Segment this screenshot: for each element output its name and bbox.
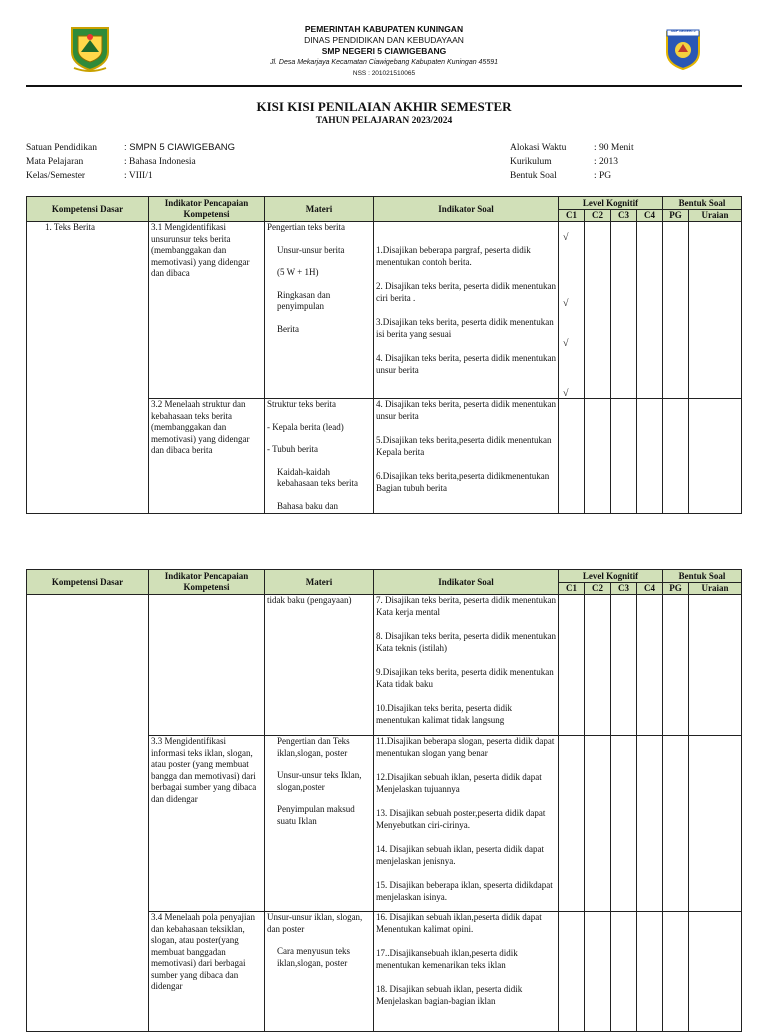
meta-row: Mata Pelajaran : Bahasa Indonesia (26, 157, 196, 167)
check-mark: √ (563, 338, 569, 349)
meta-row: Alokasi Waktu : 90 Menit (510, 143, 634, 153)
indikator-cell: 1.Disajikan beberapa pargraf, peserta didik menentukan contoh berita. 2. Disajikan teks berita, peserta didik menentukan ciri berita . 3.Disajikan teks berita, peserta didik menentukan isi berita yang sesuai 4. Disajikan teks berita, peserta didik menentukan unsur berita (374, 222, 559, 399)
materi-cell: tidak baku (pengayaan) (265, 595, 374, 736)
meta-row: Kurikulum : 2013 (510, 157, 619, 167)
c3-cell (611, 912, 637, 1032)
materi-cell: Pengertian teks berita Unsur-unsur berita (5 W + 1H) Ringkasan dan penyimpulan Berita (265, 222, 374, 399)
c1-cell (559, 399, 585, 514)
header-uraian: Uraian (689, 583, 742, 595)
header-nss: NSS : 201021510065 (352, 70, 416, 77)
header-c3: C3 (611, 583, 637, 595)
indikator-cell: 4. Disajikan teks berita, peserta didik menentukan unsur berita 5.Disajikan teks berita,peserta didik menentukan Kepala berita 6.Disajikan teks berita,peserta didikmenentukan Bagian tubuh berita (374, 399, 559, 514)
header-materi: Materi (265, 570, 374, 595)
table-row (27, 595, 742, 736)
header-bentuk: Bentuk Soal (663, 197, 742, 210)
c2-cell (585, 912, 611, 1032)
table-row (27, 222, 742, 399)
document-subtitle: TAHUN PELAJARAN 2023/2024 (315, 116, 453, 126)
ipk-cell: 3.3 Mengidentifikasi informasi teks iklan, slogan, atau poster (yang membuat bangga dan memotivasi) dari berbagai sumber yang dibaca dan didengar (149, 736, 265, 912)
materi-cell: Unsur-unsur iklan, slogan, dan poster Cara menyusun teks iklan,slogan, poster (265, 912, 374, 1032)
header-materi: Materi (265, 197, 374, 222)
c2-cell (585, 595, 611, 736)
header-government: PEMERINTAH KABUPATEN KUNINGAN (304, 24, 464, 34)
kd-cell (27, 595, 149, 1032)
header-ipk: Indikator Pencapaian Kompetensi (149, 570, 265, 595)
c3-cell (611, 222, 637, 399)
c1-cell (559, 595, 585, 736)
header-c1: C1 (559, 583, 585, 595)
header-school: SMP NEGERI 5 CIAWIGEBANG (321, 46, 447, 56)
document-title: KISI KISI PENILAIAN AKHIR SEMESTER (256, 99, 512, 114)
uraian-cell (689, 399, 742, 514)
uraian-cell (689, 222, 742, 399)
c3-cell (611, 736, 637, 912)
meta-row: Bentuk Soal : PG (510, 171, 612, 181)
check-mark: √ (563, 388, 569, 399)
indikator-cell: 11.Disajikan beberapa slogan, peserta didik dapat menentukan slogan yang benar 12.Disajikan sebuah iklan, peserta didik dapat Menjelaskan tujuannya 13. Disajikan sebuah poster,peserta didik dapat Menyebutkan ciri-cirinya. 14. Disajikan sebuah iklan, peserta didik dapat menjelaskan jenisnya. 15. Disajikan beberapa iklan, speserta didikdapat menjelaskan isinya. (374, 736, 559, 912)
letterhead-rule (26, 85, 742, 87)
meta-right (510, 141, 634, 183)
header-indikator: Indikator Soal (374, 570, 559, 595)
header-bentuk: Bentuk Soal (663, 570, 742, 583)
c2-cell (585, 736, 611, 912)
c1-cell (559, 912, 585, 1032)
header-pg: PG (663, 210, 689, 222)
header-c2: C2 (585, 583, 611, 595)
c2-cell (585, 222, 611, 399)
ipk-cell: 3.2 Menelaah struktur dan kebahasaan teks berita (membanggakan dan memotivasi) yang didengar dan dibaca berita (149, 399, 265, 514)
c4-cell (637, 222, 663, 399)
kisi-table-page2 (26, 569, 742, 1032)
materi-cell: Pengertian dan Teks iklan,slogan, poster Unsur-unsur teks Iklan, slogan,poster Penyimpulan maksud suatu Iklan (265, 736, 374, 912)
check-mark: √ (563, 298, 569, 309)
c4-cell (637, 912, 663, 1032)
header-kd: Kompetensi Dasar (27, 570, 149, 595)
header-kd: Kompetensi Dasar (27, 197, 149, 222)
indikator-cell: 16. Disajikan sebuah iklan,peserta didik dapat Menentukan kalimat opini. 17..Disajikansebuah iklan,peserta didik menentukan kemenarikan teks iklan 18. Disajikan sebuah iklan, peserta didik Menjelaskan bagian-bagian iklan (374, 912, 559, 1032)
header-c4: C4 (637, 583, 663, 595)
pg-cell (663, 399, 689, 514)
kisi-table-page1 (26, 196, 742, 514)
c1-cell (559, 222, 585, 399)
meta-left (26, 141, 235, 183)
pg-cell (663, 736, 689, 912)
indikator-cell: 7. Disajikan teks berita, peserta didik menentukan Kata kerja mental 8. Disajikan teks berita, peserta didik menentukan Kata teknis (istilah) 9.Disajikan teks berita, peserta didik menentukan Kata tidak baku 10.Disajikan teks berita, peserta didik menentukan kalimat tidak langsung (374, 595, 559, 736)
pg-cell (663, 595, 689, 736)
pg-cell (663, 222, 689, 399)
kd-cell: 1. Teks Berita (27, 222, 149, 514)
header-c4: C4 (637, 210, 663, 222)
header-ipk: Indikator Pencapaian Kompetensi (149, 197, 265, 222)
letterhead (0, 24, 768, 79)
c4-cell (637, 399, 663, 514)
pg-cell (663, 912, 689, 1032)
c4-cell (637, 595, 663, 736)
header-c3: C3 (611, 210, 637, 222)
header-uraian: Uraian (689, 210, 742, 222)
uraian-cell (689, 595, 742, 736)
c1-cell (559, 736, 585, 912)
header-pg: PG (663, 583, 689, 595)
meta-row: Satuan Pendidikan : SMPN 5 CIAWIGEBANG (26, 142, 236, 153)
header-address: Jl. Desa Mekarjaya Kecamatan Ciawigebang Kabupaten Kuningan 45591 (269, 59, 499, 66)
header-c2: C2 (585, 210, 611, 222)
ipk-cell (149, 595, 265, 736)
ipk-cell: 3.1 Mengidentifikasi unsurunsur teks berita (membanggakan dan memotivasi) yang didengar dan dibaca (149, 222, 265, 399)
meta-row: Kelas/Semester : VIII/1 (26, 171, 153, 181)
header-level: Level Kognitif (559, 570, 663, 583)
check-mark: √ (563, 232, 569, 243)
ipk-cell: 3.4 Menelaah pola penyajian dan kebahasaan teksiklan, slogan, atau poster(yang membuat banggadan memotivasi) dari berbagai sumber yang dibaca dan didengar (149, 912, 265, 1032)
right-logo-text: SMP NEGERI 5 (670, 29, 696, 33)
materi-cell: Struktur teks berita - Kepala berita (lead) - Tubuh berita Kaidah-kaidah kebahasaan teks berita Bahasa baku dan (265, 399, 374, 514)
c4-cell (637, 736, 663, 912)
c3-cell (611, 595, 637, 736)
header-indikator: Indikator Soal (374, 197, 559, 222)
uraian-cell (689, 736, 742, 912)
uraian-cell (689, 912, 742, 1032)
c3-cell (611, 399, 637, 514)
header-level: Level Kognitif (559, 197, 663, 210)
c2-cell (585, 399, 611, 514)
header-c1: C1 (559, 210, 585, 222)
header-department: DINAS PENDIDIKAN DAN KEBUDAYAAN (304, 35, 464, 45)
